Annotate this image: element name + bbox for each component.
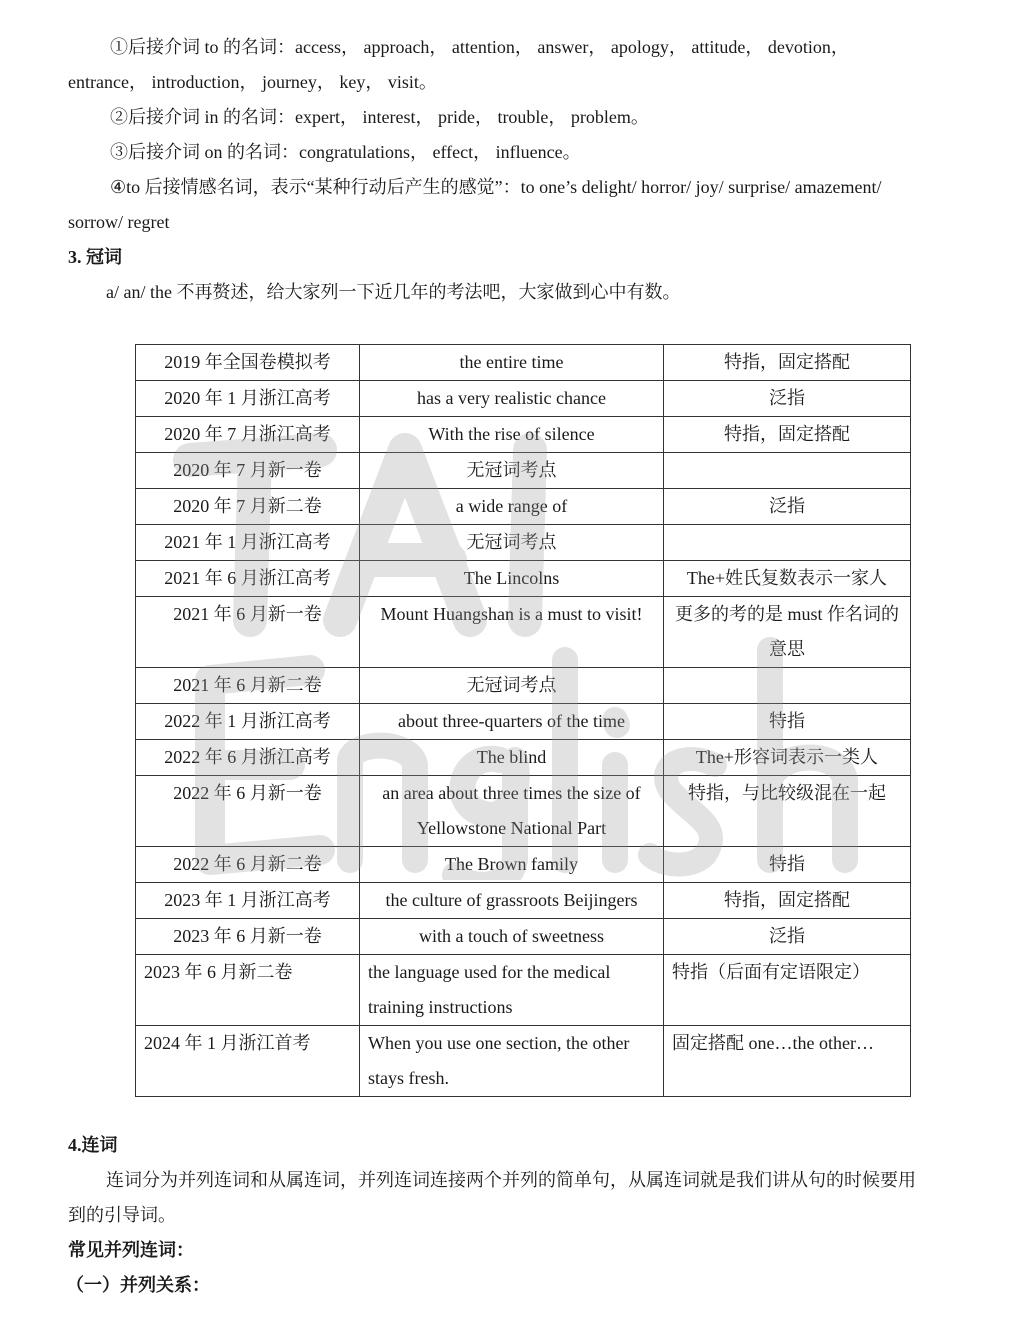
common-coordinating-conjunctions-heading: 常见并列连词： <box>68 1240 194 1260</box>
example-phrase-cell: a wide range of <box>360 489 664 525</box>
table-row <box>136 704 911 740</box>
note-cell: 特指，固定搭配 <box>664 345 911 381</box>
example-phrase-cell: With the rise of silence <box>360 417 664 453</box>
table-row <box>136 453 911 489</box>
prep-to-nouns-line: ①后接介词 to 的名词：access， approach， attention， answer， apology， attitude， devotion， <box>110 37 849 57</box>
example-phrase-cell: The Brown family <box>360 847 664 883</box>
exam-name-cell: 2022 年 6 月浙江高考 <box>136 740 360 776</box>
note-cell <box>664 525 911 561</box>
example-phrase-cell: the language used for the medical training instructions <box>360 955 664 1026</box>
exam-name-cell: 2021 年 6 月新二卷 <box>136 668 360 704</box>
example-phrase-cell: Mount Huangshan is a must to visit! <box>360 597 664 668</box>
note-cell: 特指 <box>664 704 911 740</box>
table-row <box>136 525 911 561</box>
prep-to-nouns-line-cont: entrance， introduction， journey， key， visit。 <box>68 72 437 92</box>
note-cell: 固定搭配 one…the other… <box>664 1026 911 1097</box>
note-cell: 泛指 <box>664 489 911 525</box>
table-row <box>136 597 911 668</box>
note-cell: 特指，固定搭配 <box>664 883 911 919</box>
prep-on-nouns-line: ③后接介词 on 的名词：congratulations， effect， influence。 <box>110 142 581 162</box>
exam-name-cell: 2021 年 6 月新一卷 <box>136 597 360 668</box>
example-phrase-cell: has a very realistic chance <box>360 381 664 417</box>
table-row <box>136 847 911 883</box>
exam-name-cell: 2020 年 7 月浙江高考 <box>136 417 360 453</box>
exam-name-cell: 2023 年 6 月新一卷 <box>136 919 360 955</box>
table-row <box>136 955 911 1026</box>
example-phrase-cell: the culture of grassroots Beijingers <box>360 883 664 919</box>
exam-name-cell: 2020 年 1 月浙江高考 <box>136 381 360 417</box>
note-cell: 特指（后面有定语限定） <box>664 955 911 1026</box>
note-cell: 泛指 <box>664 919 911 955</box>
exam-name-cell: 2020 年 7 月新一卷 <box>136 453 360 489</box>
exam-name-cell: 2020 年 7 月新二卷 <box>136 489 360 525</box>
table-row <box>136 919 911 955</box>
exam-name-cell: 2019 年全国卷模拟考 <box>136 345 360 381</box>
note-cell: 更多的考的是 must 作名词的意思 <box>664 597 911 668</box>
table-row <box>136 668 911 704</box>
exam-name-cell: 2022 年 6 月新二卷 <box>136 847 360 883</box>
table-row <box>136 561 911 597</box>
articles-intro-paragraph: a/ an/ the 不再赘述，给大家列一下近几年的考法吧，大家做到心中有数。 <box>106 282 681 302</box>
exam-name-cell: 2023 年 1 月浙江高考 <box>136 883 360 919</box>
table-row <box>136 345 911 381</box>
exam-name-cell: 2023 年 6 月新二卷 <box>136 955 360 1026</box>
table-row <box>136 1026 911 1097</box>
emotion-nouns-line-cont: sorrow/ regret <box>68 212 170 232</box>
note-cell: 泛指 <box>664 381 911 417</box>
conjunctions-paragraph-cont: 到的引导词。 <box>68 1205 176 1225</box>
section-heading-conjunctions: 4.连词 <box>68 1135 118 1155</box>
conjunctions-paragraph: 连词分为并列连词和从属连词，并列连词连接两个并列的简单句，从属连词就是我们讲从句的时候要用 <box>106 1170 916 1190</box>
example-phrase-cell: 无冠词考点 <box>360 525 664 561</box>
emotion-nouns-line: ④to 后接情感名词，表示“某种行动后产生的感觉”：to one’s delight/ horror/ joy/ surprise/ amazement/ <box>110 177 882 197</box>
note-cell: The+形容词表示一类人 <box>664 740 911 776</box>
table-row <box>136 776 911 847</box>
note-cell: 特指，固定搭配 <box>664 417 911 453</box>
example-phrase-cell: with a touch of sweetness <box>360 919 664 955</box>
exam-name-cell: 2022 年 6 月新一卷 <box>136 776 360 847</box>
exam-name-cell: 2022 年 1 月浙江高考 <box>136 704 360 740</box>
note-cell: The+姓氏复数表示一家人 <box>664 561 911 597</box>
table-row <box>136 381 911 417</box>
table-row <box>136 740 911 776</box>
table-row <box>136 417 911 453</box>
note-cell <box>664 668 911 704</box>
example-phrase-cell: an area about three times the size of Yellowstone National Part <box>360 776 664 847</box>
article-exam-table <box>135 344 911 1097</box>
example-phrase-cell: the entire time <box>360 345 664 381</box>
exam-name-cell: 2021 年 6 月浙江高考 <box>136 561 360 597</box>
coordinate-relation-heading: （一）并列关系： <box>66 1275 210 1295</box>
exam-name-cell: 2024 年 1 月浙江首考 <box>136 1026 360 1097</box>
note-cell: 特指 <box>664 847 911 883</box>
example-phrase-cell: The Lincolns <box>360 561 664 597</box>
note-cell <box>664 453 911 489</box>
section-heading-articles: 3. 冠词 <box>68 247 122 267</box>
note-cell: 特指，与比较级混在一起 <box>664 776 911 847</box>
example-phrase-cell: 无冠词考点 <box>360 453 664 489</box>
example-phrase-cell: 无冠词考点 <box>360 668 664 704</box>
table-row <box>136 883 911 919</box>
exam-name-cell: 2021 年 1 月浙江高考 <box>136 525 360 561</box>
example-phrase-cell: When you use one section, the other stays fresh. <box>360 1026 664 1097</box>
example-phrase-cell: The blind <box>360 740 664 776</box>
example-phrase-cell: about three-quarters of the time <box>360 704 664 740</box>
table-row <box>136 489 911 525</box>
prep-in-nouns-line: ②后接介词 in 的名词：expert， interest， pride， trouble， problem。 <box>110 107 649 127</box>
